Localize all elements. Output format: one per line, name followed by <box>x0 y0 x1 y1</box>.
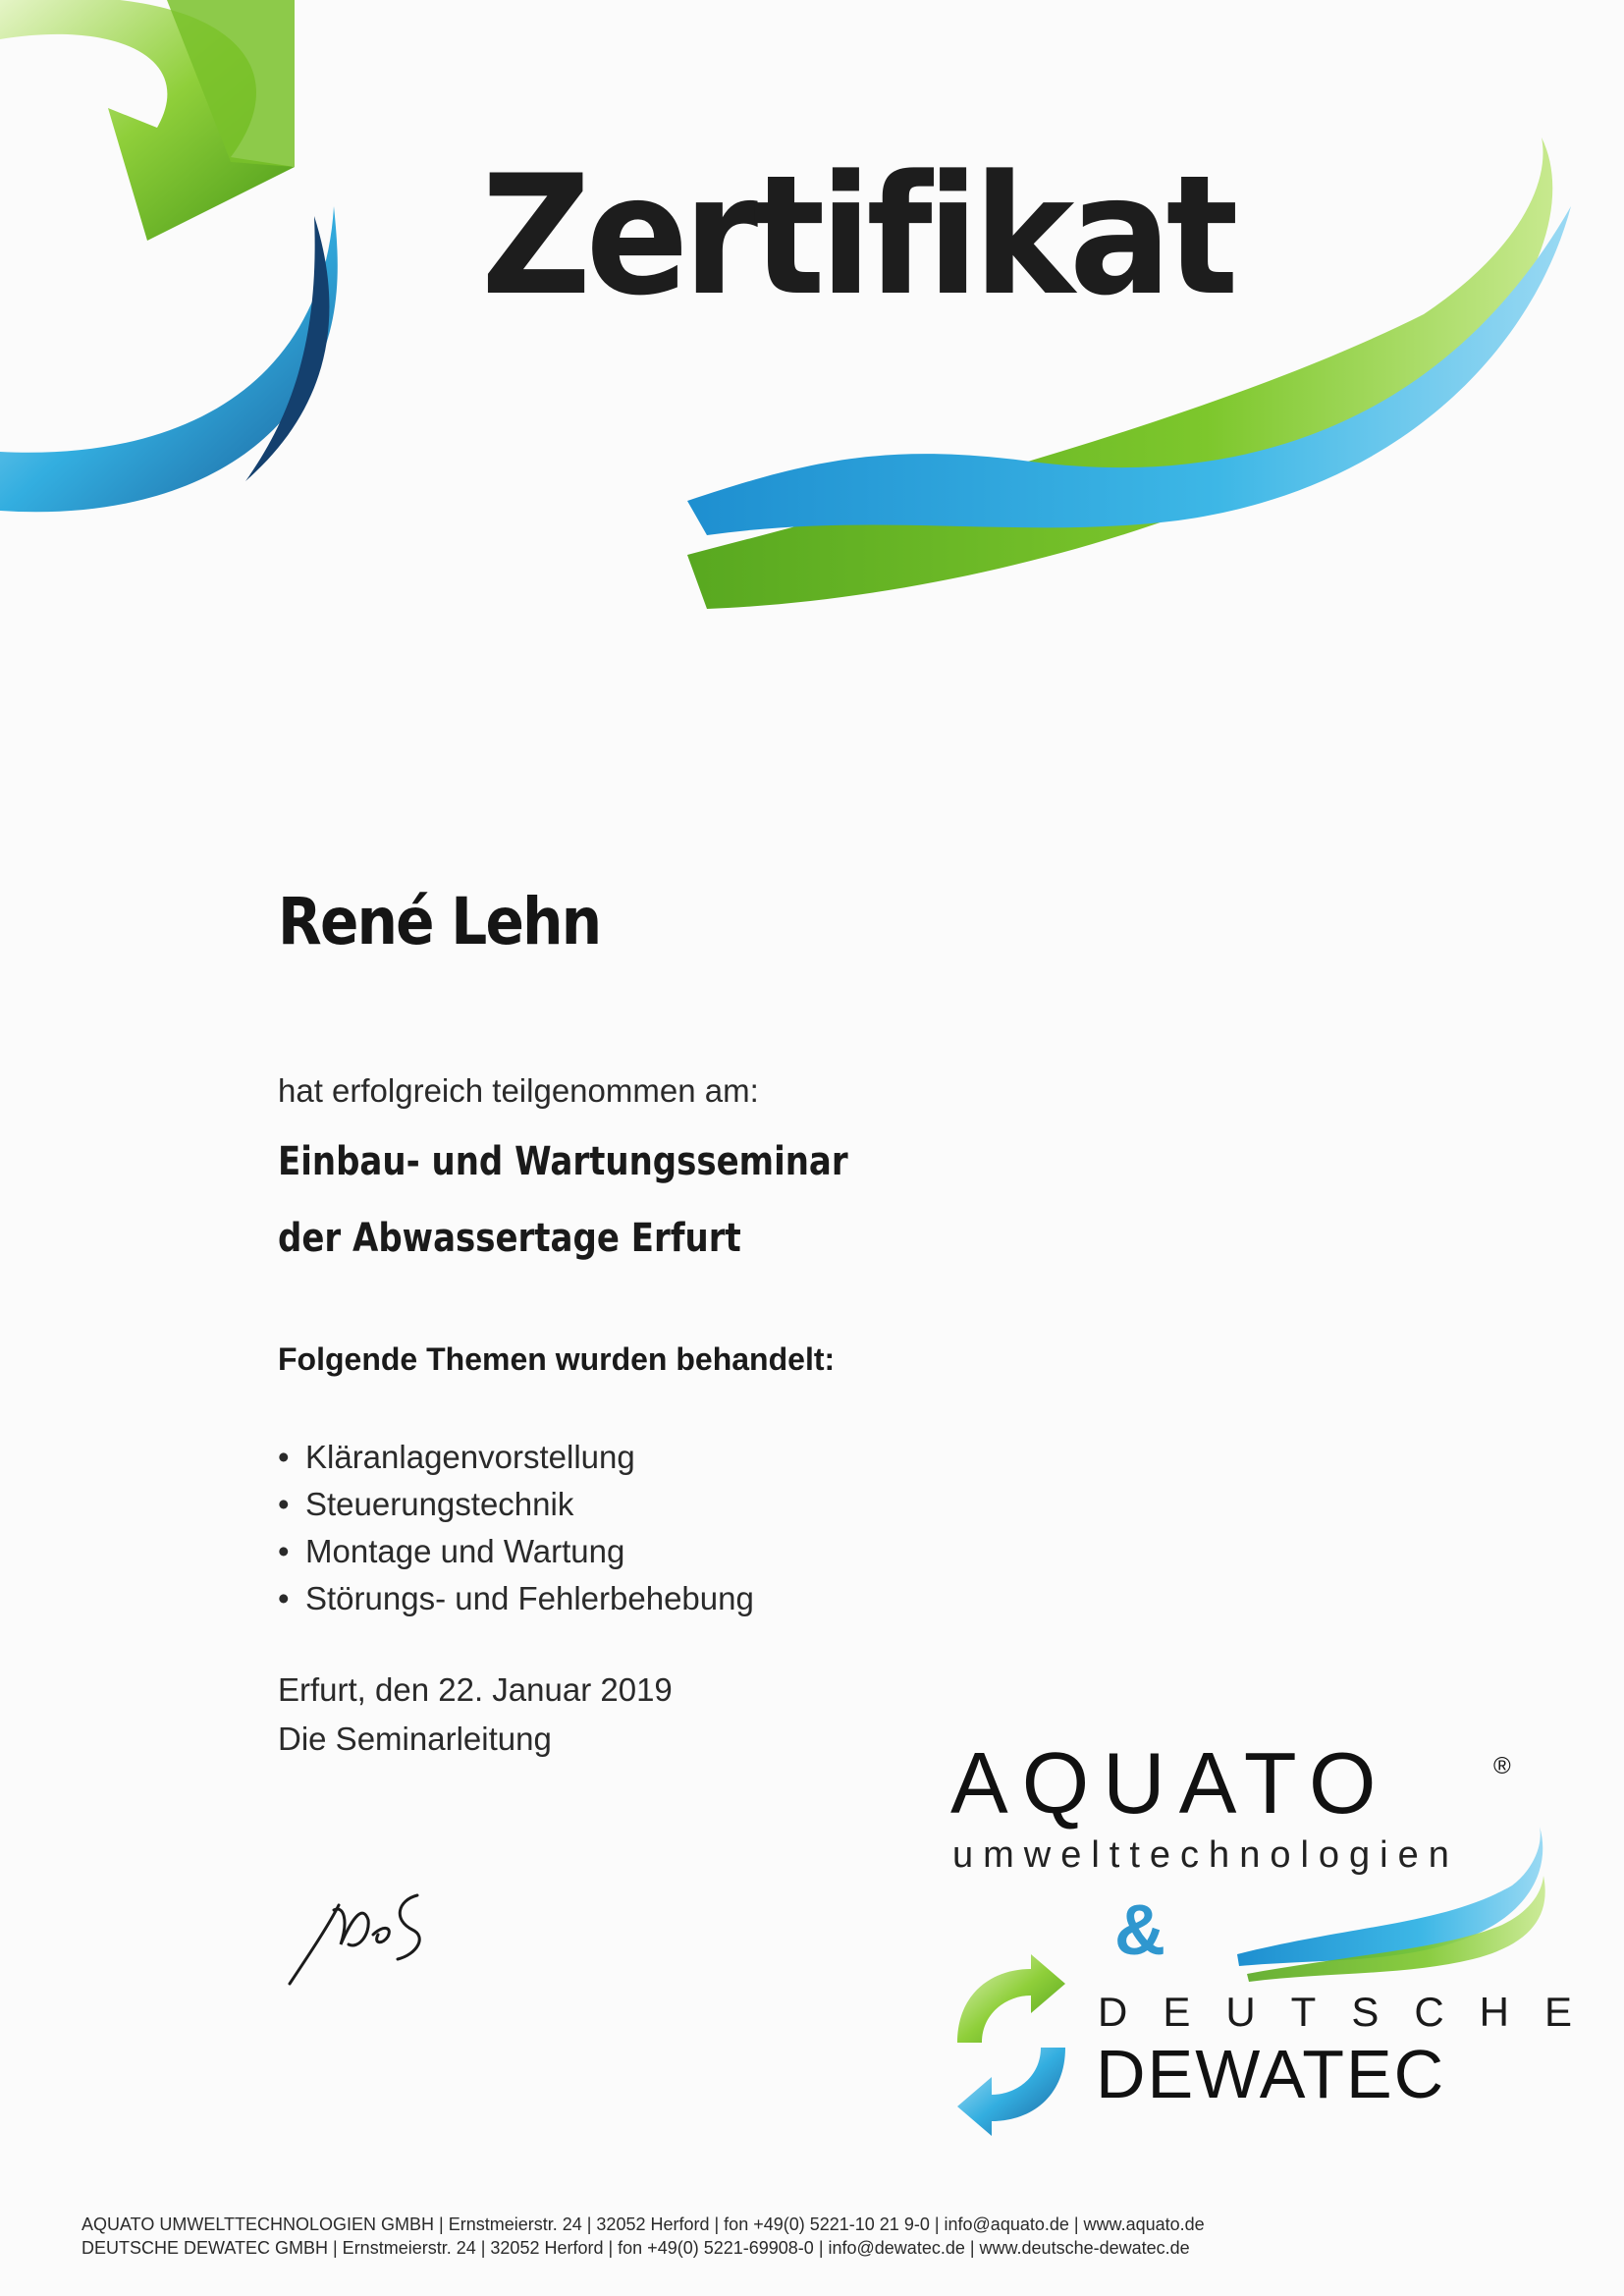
dewatec-recycle-icon <box>957 1954 1065 2136</box>
topics-heading: Folgende Themen wurden behandelt: <box>278 1341 836 1377</box>
aquato-logo-wordmark: AQUATO <box>950 1734 1390 1831</box>
topic-item: • Steuerungstechnik <box>278 1481 754 1528</box>
certificate-title: Zertifikat <box>481 139 1233 332</box>
topic-item: • Störungs- und Fehlerbehebung <box>278 1575 754 1622</box>
topic-item: • Montage und Wartung <box>278 1528 754 1575</box>
footer-line-aquato: AQUATO UMWELTTECHNOLOGIEN GMBH | Ernstmeierstr. 24 | 32052 Herford | fon +49(0) 5221-10 21 9-0 | info@aquato.de | www.aquato.de <box>81 2214 1205 2234</box>
dewatec-logo-wordmark: DEWATEC <box>1096 2036 1446 2112</box>
participation-intro: hat erfolgreich teilgenommen am: <box>278 1072 759 1109</box>
top-left-blue-arc <box>0 206 338 512</box>
topic-list <box>278 1434 754 1622</box>
footer-line-dewatec: DEUTSCHE DEWATEC GMBH | Ernstmeierstr. 24 | 32052 Herford | fon +49(0) 5221-69908-0 | info@dewatec.de | www.deutsche-dewatec.de <box>81 2238 1190 2258</box>
handwritten-signature <box>280 1876 496 1994</box>
recipient-name: René Lehn <box>278 884 601 959</box>
seminar-title-line-1: Einbau- und Wartungsseminar <box>278 1139 848 1184</box>
place-date: Erfurt, den 22. Januar 2019 <box>278 1671 673 1708</box>
topic-item: • Kläranlagenvorstellung <box>278 1434 754 1481</box>
signatory-label: Die Seminarleitung <box>278 1721 552 1757</box>
registered-mark: ® <box>1493 1753 1511 1779</box>
aquato-logo-subtitle: umwelttechnologien <box>952 1834 1459 1876</box>
dewatec-logo-top: DEUTSCHE <box>1098 1989 1608 2035</box>
footer-contact <box>81 2213 1205 2260</box>
seminar-title-line-2: der Abwassertage Erfurt <box>278 1216 741 1261</box>
top-left-green-arrow <box>0 0 295 241</box>
logo-ampersand: & <box>1114 1891 1165 1970</box>
